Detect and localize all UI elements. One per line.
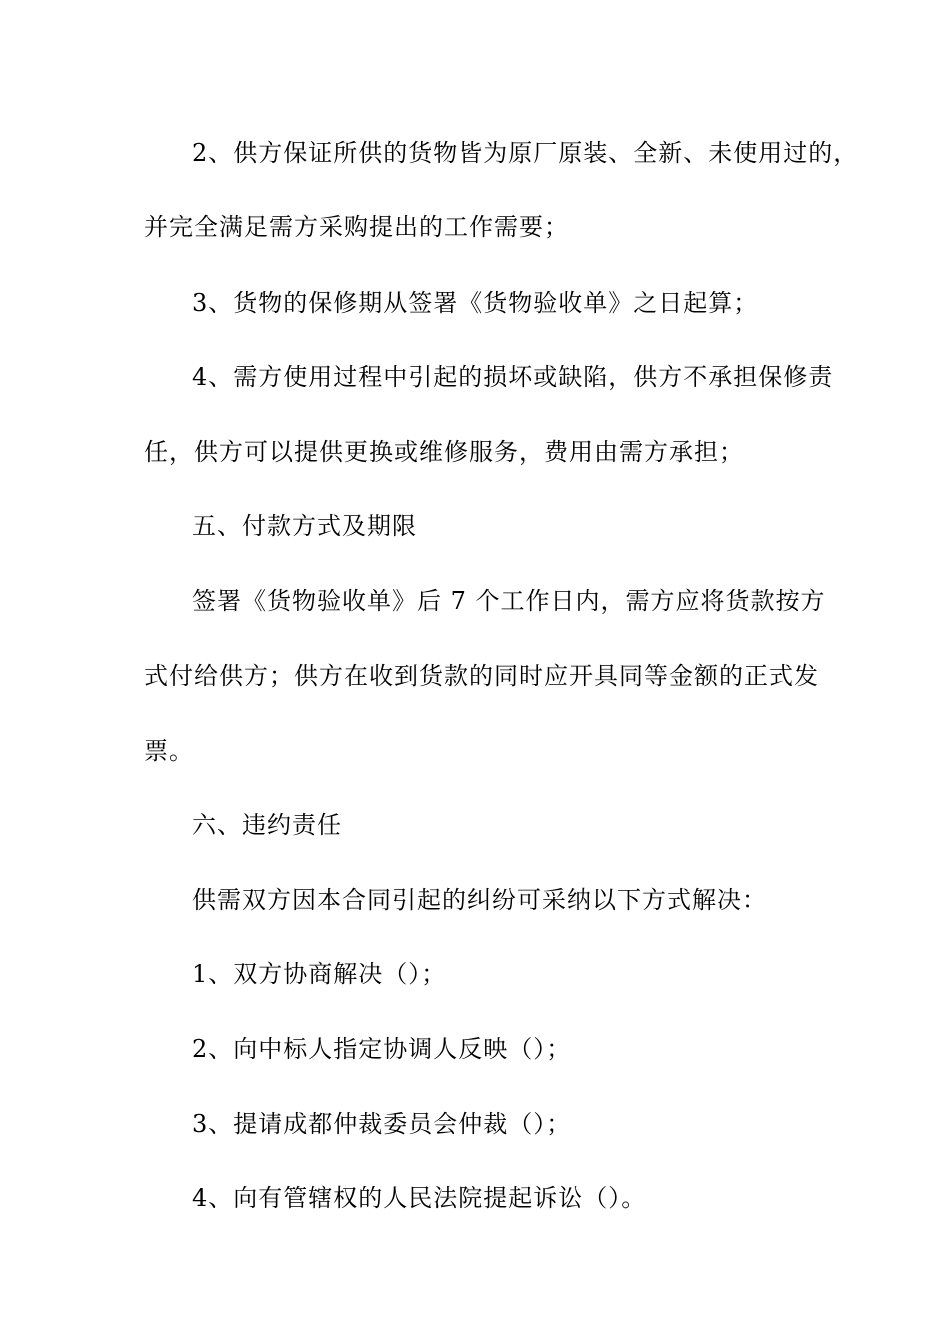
section-6-heading: 六、违约责任 [192,811,342,839]
payment-para-line-2: 式付给供方；供方在收到货款的同时应开具同等金额的正式发 [144,662,819,690]
clause-4-line-1: 4、需方使用过程中引起的损坏或缺陷，供方不承担保修责 [192,363,834,391]
dispute-option-4: 4、向有管辖权的人民法院提起诉讼（）。 [192,1184,647,1212]
payment-para-line-3: 票。 [144,737,194,765]
clause-2-line-1: 2、供方保证所供的货物皆为原厂原装、全新、未使用过的， [192,139,859,167]
clause-3: 3、货物的保修期从签署《货物验收单》之日起算； [192,289,759,317]
clause-4-line-2: 任，供方可以提供更换或维修服务，费用由需方承担； [144,438,744,466]
dispute-intro: 供需双方因本合同引起的纠纷可采纳以下方式解决： [192,886,767,914]
section-5-heading: 五、付款方式及期限 [192,512,417,540]
dispute-option-3: 3、提请成都仲裁委员会仲裁（）； [192,1110,572,1138]
clause-2-line-2: 并完全满足需方采购提出的工作需要； [144,213,569,241]
payment-para-line-1: 签署《货物验收单》后 7 个工作日内，需方应将货款按方 [192,587,826,615]
dispute-option-2: 2、向中标人指定协调人反映（）； [192,1035,572,1063]
dispute-option-1: 1、双方协商解决（）； [192,960,447,988]
